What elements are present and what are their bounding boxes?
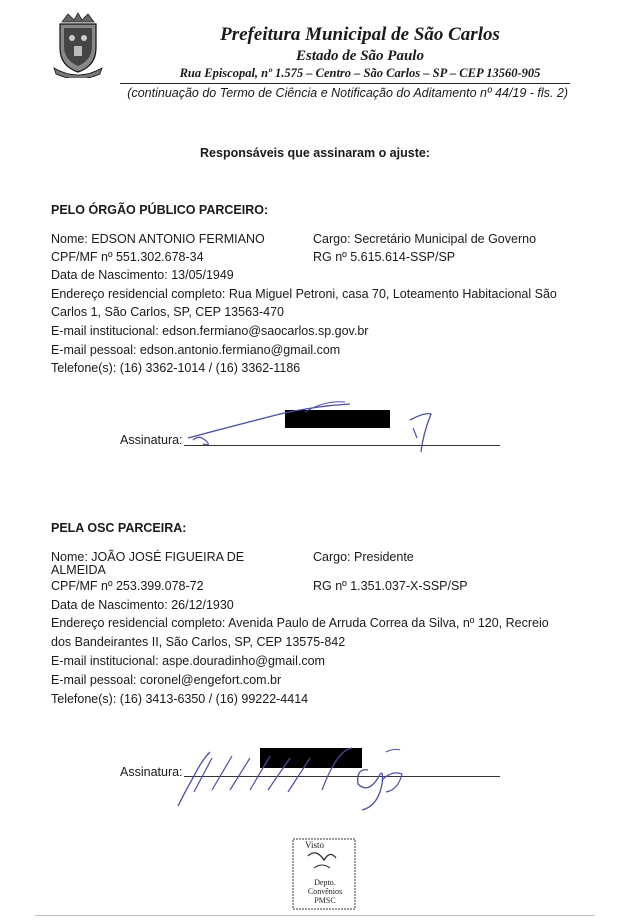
public-endereco-line1: Endereço residencial completo: Rua Miguel Petroni, casa 70, Loteamento Habitacional São	[51, 287, 557, 301]
osc-email-pessoal: E-mail pessoal: coronel@engefort.com.br	[51, 673, 282, 687]
stamp-line-pmsc: PMSC	[314, 896, 336, 905]
osc-email-institucional: E-mail institucional: aspe.douradinho@gmail.com	[51, 654, 325, 668]
continuation-note: (continuação do Termo de Ciência e Notificação do Aditamento nº 44/19 - fls. 2)	[127, 86, 568, 100]
stamp-text	[297, 878, 353, 905]
public-nascimento: Data de Nascimento: 13/05/1949	[51, 268, 234, 282]
city-coat-of-arms-icon	[52, 12, 104, 78]
public-partner-section-title: PELO ÓRGÃO PÚBLICO PARCEIRO:	[51, 203, 269, 217]
header-divider	[120, 83, 570, 84]
osc-partner-section-title: PELA OSC PARCEIRA:	[51, 521, 187, 535]
osc-endereco-line1: Endereço residencial completo: Avenida Paulo de Arruda Correa da Silva, nº 120, Recreio	[51, 616, 549, 630]
public-email-institucional: E-mail institucional: edson.fermiano@saocarlos.sp.gov.br	[51, 324, 369, 338]
osc-cargo: Cargo: Presidente	[313, 550, 414, 564]
public-rg: RG nº 5.615.614-SSP/SP	[313, 250, 456, 264]
osc-telefone: Telefone(s): (16) 3413-6350 / (16) 99222-4414	[51, 692, 309, 706]
public-email-pessoal: E-mail pessoal: edson.antonio.fermiano@gmail.com	[51, 343, 341, 357]
osc-signature-label: Assinatura:	[120, 765, 183, 779]
header-address: Rua Episcopal, nº 1.575 – Centro – São Carlos – SP – CEP 13560-905	[179, 66, 541, 80]
page-bottom-edge	[35, 915, 595, 916]
public-endereco-line2: Carlos 1, São Carlos, SP, CEP 13563-470	[51, 305, 285, 319]
public-handwritten-signature	[185, 398, 435, 458]
osc-nome-line1: Nome: JOÃO JOSÉ FIGUEIRA DE	[51, 550, 245, 564]
public-signature-label: Assinatura:	[120, 433, 183, 447]
stamp-visto: Visto	[305, 840, 324, 850]
section-heading: Responsáveis que assinaram o ajuste:	[200, 146, 430, 160]
public-cargo: Cargo: Secretário Municipal de Governo	[313, 232, 537, 246]
osc-handwritten-signature	[172, 740, 422, 812]
osc-nascimento: Data de Nascimento: 26/12/1930	[51, 598, 234, 612]
public-nome: Nome: EDSON ANTONIO FERMIANO	[51, 232, 265, 246]
osc-endereco-line2: dos Bandeirantes II, São Carlos, SP, CEP 13575-842	[51, 635, 346, 649]
osc-rg: RG nº 1.351.037-X-SSP/SP	[313, 579, 468, 593]
stamp-line-depto: Depto.	[314, 878, 336, 887]
stamp-line-convenios: Convênios	[307, 887, 343, 896]
header-state: Estado de São Paulo	[296, 48, 424, 64]
public-telefone: Telefone(s): (16) 3362-1014 / (16) 3362-1186	[51, 361, 301, 375]
osc-nome-line2: ALMEIDA	[51, 563, 106, 577]
header-title: Prefeitura Municipal de São Carlos	[220, 24, 500, 45]
public-cpf: CPF/MF nº 551.302.678-34	[51, 250, 204, 264]
osc-cpf: CPF/MF nº 253.399.078-72	[51, 579, 204, 593]
